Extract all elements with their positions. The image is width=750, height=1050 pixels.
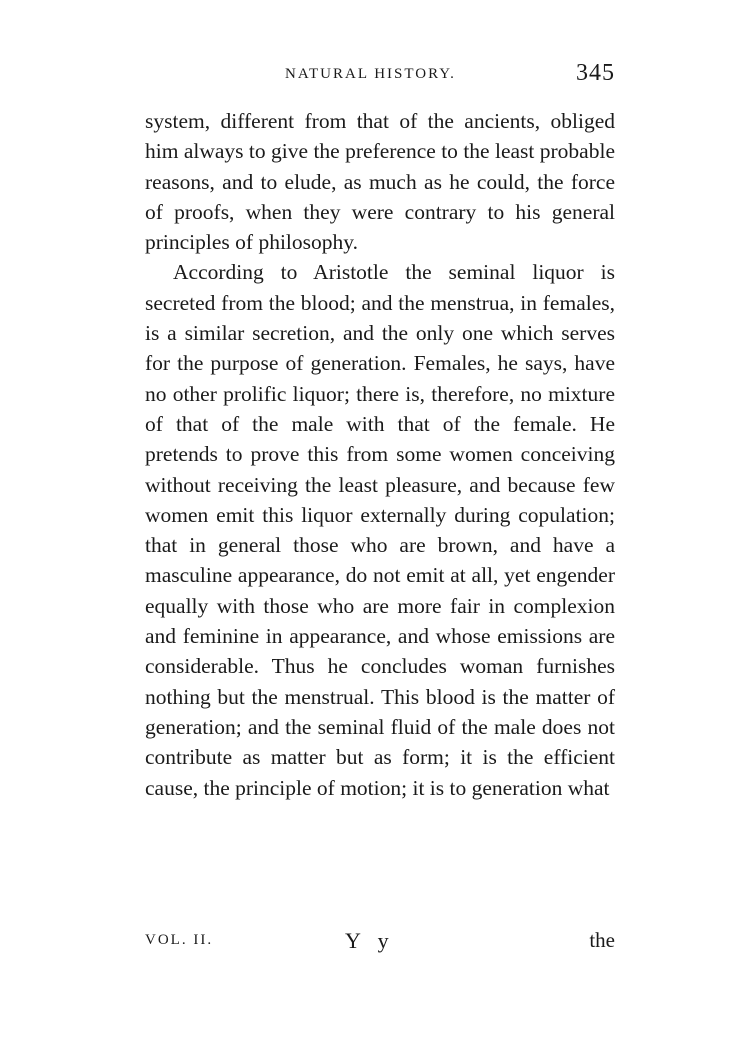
paragraph-aristotle: According to Aristotle the seminal liquor is secreted from the blood; and the menstrua, in females, is a similar secretion, and the only one which serves for the purpose of generation. Females, he says, have no other prolific liquor; there is, therefore, no mixture of that of the male with that of the female. He pretends to prove this from some women conceiving without receiving the least pleasure, and because few women emit this liquor externally during copulation; that in general those who are brown, and have a masculine appearance, do not emit at all, yet engender equally with those who are more fair in complexion and feminine in appearance, and whose emissions are considerable. Thus he concludes woman furnishes nothing but the menstrual. This blood is the matter of generation; and the seminal fluid of the male does not contribute as matter but as form; it is the efficient cause, the principle of motion; it is to generation what — [145, 260, 615, 800]
running-title: NATURAL HISTORY. — [285, 66, 456, 82]
catchword: the — [589, 928, 615, 952]
volume-marker: VOL. II. — [145, 932, 214, 948]
paragraph-continuation: system, different from that of the ancients, obliged him always to give the preference to the least probable reasons, and to elude, as much as he could, the force of proofs, when they were contrary to his general principles of philosophy. — [145, 109, 615, 255]
signature-mark: Y y — [345, 928, 395, 953]
page-number: 345 — [576, 60, 615, 86]
page-footer — [145, 928, 615, 958]
body-text — [145, 106, 615, 803]
running-head — [145, 60, 615, 100]
